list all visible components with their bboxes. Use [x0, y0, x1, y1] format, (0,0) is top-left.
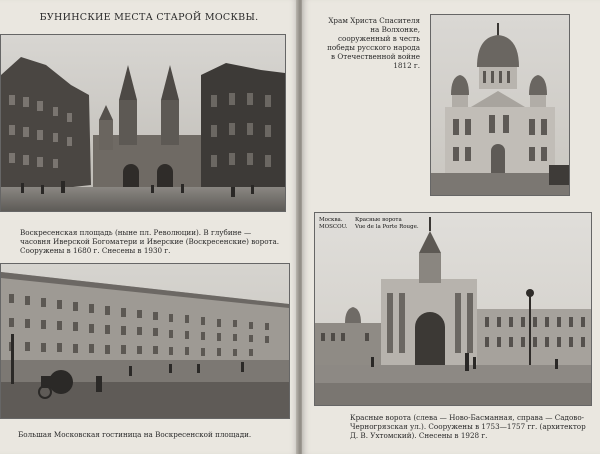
right-page	[302, 0, 600, 454]
photo-label-city: Москва.	[319, 217, 343, 223]
caption-voskresenskaya-square: Воскресенская площадь (ныне пл. Революции). В глубине — часовня Иверской Богоматери и Иверские (Воскресенские) ворота. Сооружены в 1680 г. Снесены в 1930 г.	[20, 228, 280, 255]
photo-cathedral	[430, 14, 570, 196]
photo-label-title-fr: Vue de la Porte Rouge.	[355, 224, 419, 230]
photo-label-city-fr: MOSCOU.	[319, 224, 348, 230]
photo-voskresenskaya-image	[1, 35, 285, 211]
left-page	[0, 0, 298, 454]
photo-moscow-hotel	[0, 263, 290, 419]
page-heading: БУНИНСКИЕ МЕСТА СТАРОЙ МОСКВЫ.	[39, 12, 259, 23]
caption-red-gate: Красные ворота (слева — Ново-Басманная, справа — Садово-Черногрязская ул.). Сооружены в 1753—1757 гг. (архитектор Д. В. Ухтомский). Снесены в 1928 г.	[350, 413, 586, 440]
caption-cathedral: Храм Христа Спасителя на Волхонке, сооруженный в честь победы русского народа в Отечественной войне 1812 г.	[327, 16, 420, 70]
photo-red-gate-image	[315, 213, 591, 405]
photo-cathedral-image	[431, 15, 569, 195]
photo-label-title: Красные ворота	[355, 217, 402, 223]
photo-moscow-hotel-image	[1, 264, 289, 418]
photo-voskresenskaya-square	[0, 34, 286, 212]
caption-moscow-hotel: Большая Московская гостиница на Воскресенской площади.	[18, 430, 252, 439]
photo-red-gate	[314, 212, 592, 406]
